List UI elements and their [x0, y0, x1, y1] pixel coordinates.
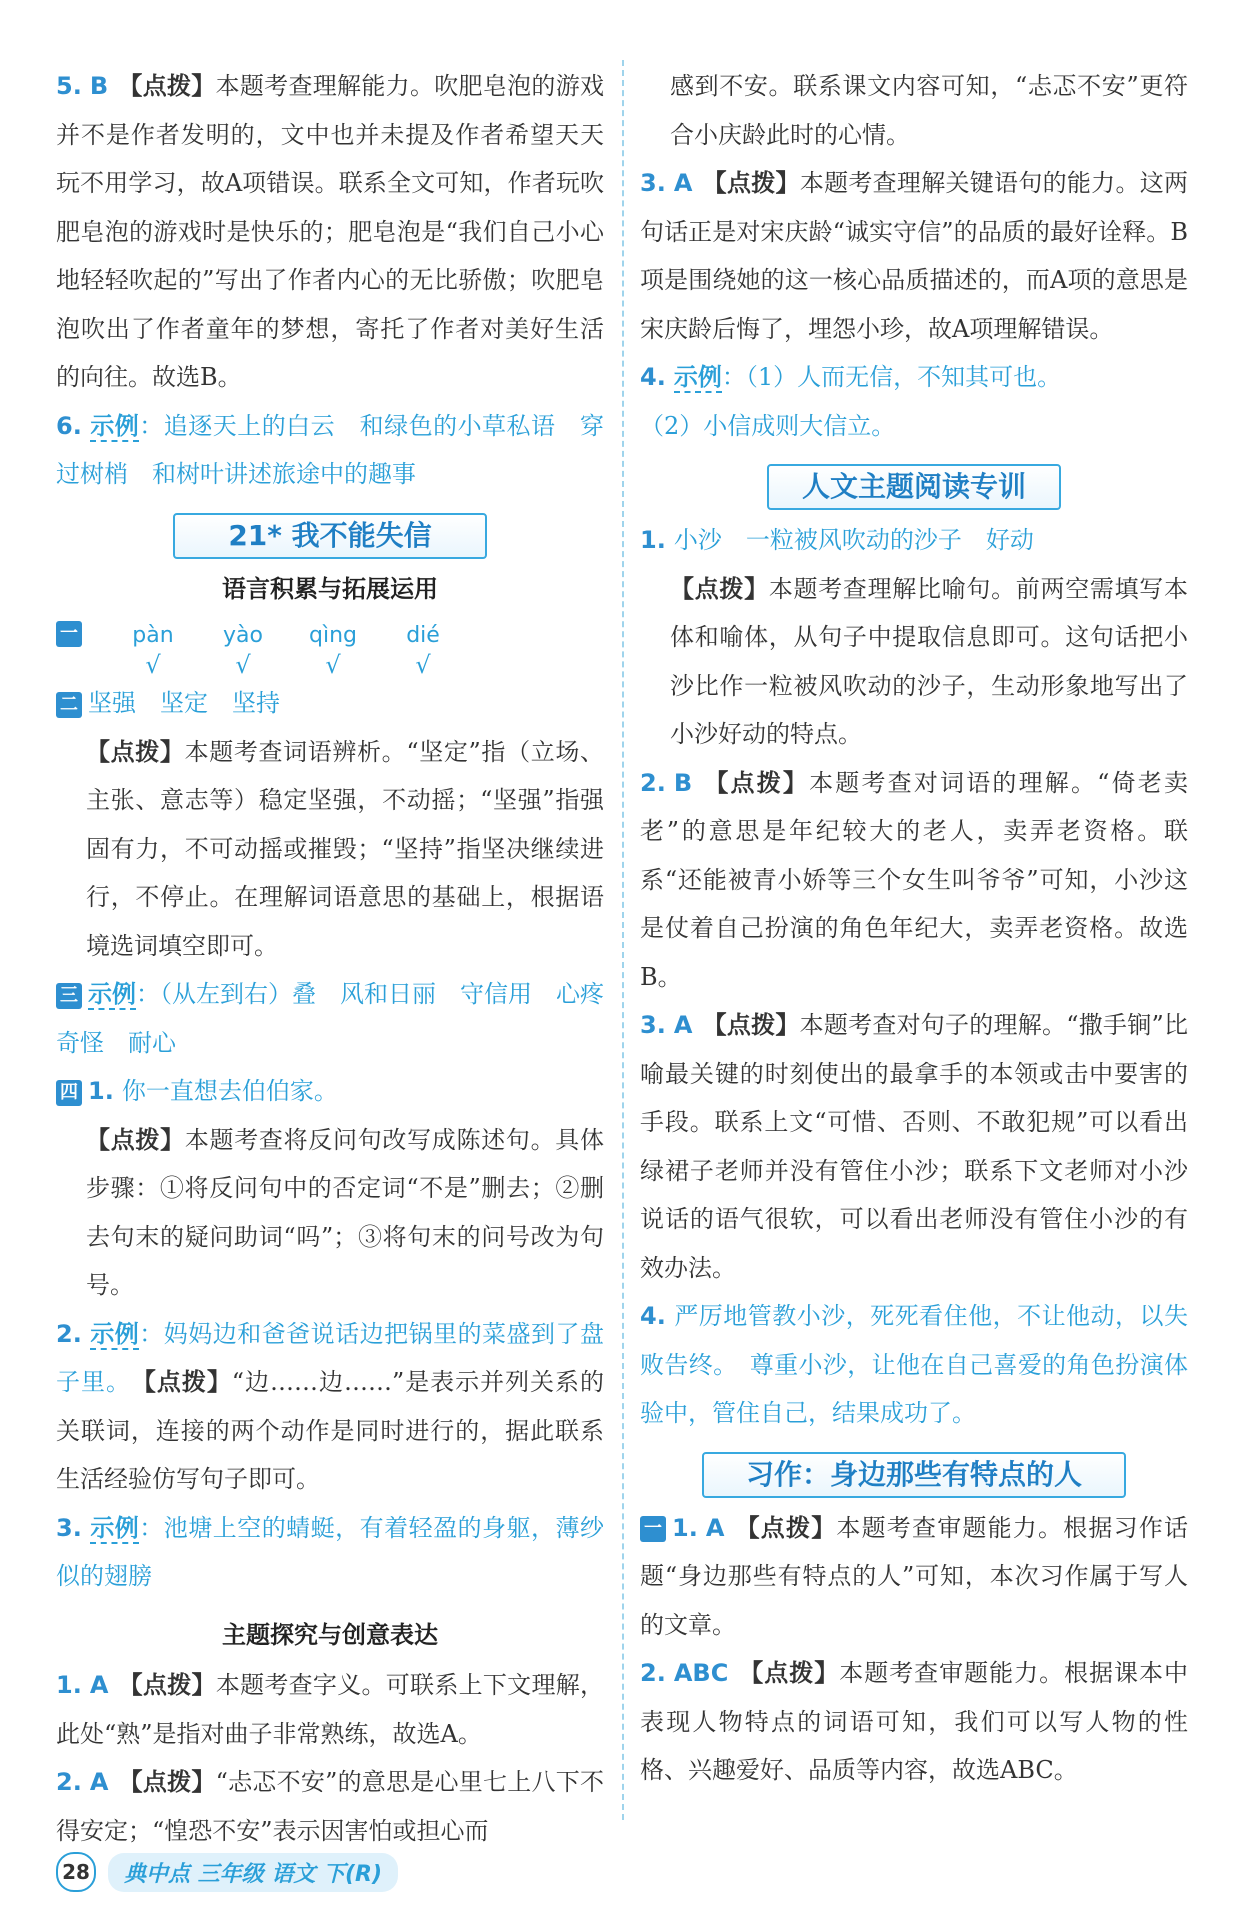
theme-q4: 4. 示例：（1）人而无信，不知其可也。 — [640, 363, 1062, 391]
left-column — [56, 62, 628, 1855]
reading-q2: 2. B 【点拨】本题考查对词语的理解。“倚老卖老”的意思是年纪较大的老人，卖弄老资格。联系“还能被青小娇等三个女生叫爷爷”可知，小沙这是仗着自己扮演的角色年纪大，卖弄老资格。故选B。 — [640, 768, 1188, 991]
answer-q5: 5. B 【点拨】本题考查理解能力。吹肥皂泡的游戏并不是作者发明的，文中也并未提及作者希望天天玩不用学习，故A项错误。联系全文可知，作者玩吹肥皂泡的游戏时是快乐的；肥皂泡是“我们自己小心地轻轻吹起的”写出了作者内心的无比骄傲；吹肥皂泡吹出了作者童年的梦想，寄托了作者对美好生活的向往。故选B。 — [56, 72, 604, 391]
part-four-mark: 四 — [56, 1080, 82, 1106]
pinyin-answers — [56, 621, 604, 679]
part-one-mark: 一 — [56, 621, 82, 647]
answer-q6: 6. 示例：追逐天上的白云 和绿色的小草私语 穿过树梢 和树叶讲述旅途中的趣事 — [56, 411, 604, 488]
theme-q4-line2: （2）小信成则大信立。 — [640, 411, 896, 440]
pinyin-item: yào √ — [218, 621, 268, 679]
part-four-q1-explain: 【点拨】本题考查将反问句改写成陈述句。具体步骤：①将反问句中的否定词“不是”删去；②删去句末的疑问助词“吗”；③将句末的问号改为句号。 — [86, 1125, 605, 1299]
part-four-q3: 3. 示例：池塘上空的蜻蜓，有着轻盈的身躯，薄纱似的翅膀 — [56, 1513, 604, 1590]
check-icon: √ — [235, 651, 251, 679]
section-title-theme: 主题探究与创意表达 — [222, 1620, 438, 1649]
reading-q1-explain: 【点拨】本题考查理解比喻句。前两空需填写本体和喻体，从句子中提取信息即可。这句话把小沙比作一粒被风吹动的沙子，生动形象地写出了小沙好动的特点。 — [670, 574, 1189, 748]
part-three-mark: 三 — [56, 983, 82, 1009]
reading-q1: 1. 小沙 一粒被风吹动的沙子 好动 — [640, 526, 1034, 554]
part-two-mark: 二 — [56, 692, 82, 718]
reading-title: 人文主题阅读专训 — [767, 464, 1061, 510]
lesson-title: 21* 我不能失信 — [173, 513, 487, 559]
part-four-q2: 2. 示例：妈妈边和爸爸说话边把锅里的菜盛到了盘子里。 【点拨】“边……边……”是表示并列关系的关联词，连接的两个动作是同时进行的，据此联系生活经验仿写句子即可。 — [56, 1319, 605, 1493]
part-two-explain: 【点拨】本题考查词语辨析。“坚定”指（立场、主张、意志等）稳定坚强，不动摇；“坚强”指强固有力，不可动摇或摧毁；“坚持”指坚决继续进行，不停止。在理解词语意思的基础上，根据语境选词填空即可。 — [86, 737, 604, 960]
part-four-q1: 四 1. 你一直想去伯伯家。 — [56, 1067, 604, 1116]
writing-mark: 一 — [640, 1516, 666, 1542]
writing-title: 习作：身边那些有特点的人 — [702, 1452, 1126, 1498]
theme-q2: 2. A 【点拨】“忐忑不安”的意思是心里七上八下不得安定；“惶恐不安”表示因害怕或担心而 — [56, 1768, 604, 1845]
theme-q2-continued: 感到不安。联系课文内容可知，“忐忑不安”更符合小庆龄此时的心情。 — [670, 72, 1188, 149]
check-icon: √ — [415, 651, 431, 679]
reading-q4: 4. 严厉地管教小沙，死死看住他，不让他动，以失败告终。 尊重小沙，让他在自己喜爱的角色扮演体验中，管住自己，结果成功了。 — [640, 1302, 1188, 1427]
check-icon: √ — [325, 651, 341, 679]
page-number: 28 — [56, 1852, 96, 1892]
writing-q2: 2. ABC 【点拨】本题考查审题能力。根据课本中表现人物特点的词语可知，我们可以写人物的性格、兴趣爱好、品质等内容，故选ABC。 — [640, 1659, 1189, 1784]
section-title-language: 语言积累与拓展运用 — [222, 574, 438, 603]
page-footer — [56, 1852, 398, 1892]
writing-q1: 一 1. A 【点拨】本题考查审题能力。根据习作话题“身边那些有特点的人”可知，本次习作属于写人的文章。 — [640, 1513, 1189, 1639]
pinyin-item: dié √ — [398, 621, 448, 679]
right-column — [640, 62, 1188, 1795]
part-two: 二 坚强 坚定 坚持 — [56, 679, 604, 728]
theme-q3: 3. A 【点拨】本题考查理解关键语句的能力。这两句话正是对宋庆龄“诚实守信”的品质的最好诠释。B项是围绕她的这一核心品质描述的，而A项的意思是宋庆龄后悔了，埋怨小珍，故A项理解错误。 — [640, 169, 1189, 343]
part-three: 三 示例：（从左到右）叠 风和日丽 守信用 心疼 奇怪 耐心 — [56, 980, 628, 1057]
reading-q3: 3. A 【点拨】本题考查对句子的理解。“撒手锏”比喻最关键的时刻使出的最拿手的本领或击中要害的手段。联系上文“可惜、否则、不敢犯规”可以看出绿裙子老师并没有管住小沙；联系下文老师对小沙说话的语气很软，可以看出老师没有管住小沙的有效办法。 — [640, 1011, 1188, 1282]
pinyin-item: qìng √ — [309, 623, 357, 679]
pinyin-item: pàn √ — [128, 621, 178, 679]
check-icon: √ — [145, 651, 161, 679]
column-divider — [622, 60, 624, 1820]
book-brand: 典中点 三年级 语文 下(R) — [108, 1853, 398, 1892]
theme-q1: 1. A 【点拨】本题考查字义。可联系上下文理解，此处“熟”是指对曲子非常熟练，故选A。 — [56, 1671, 605, 1748]
part-one — [56, 621, 604, 679]
